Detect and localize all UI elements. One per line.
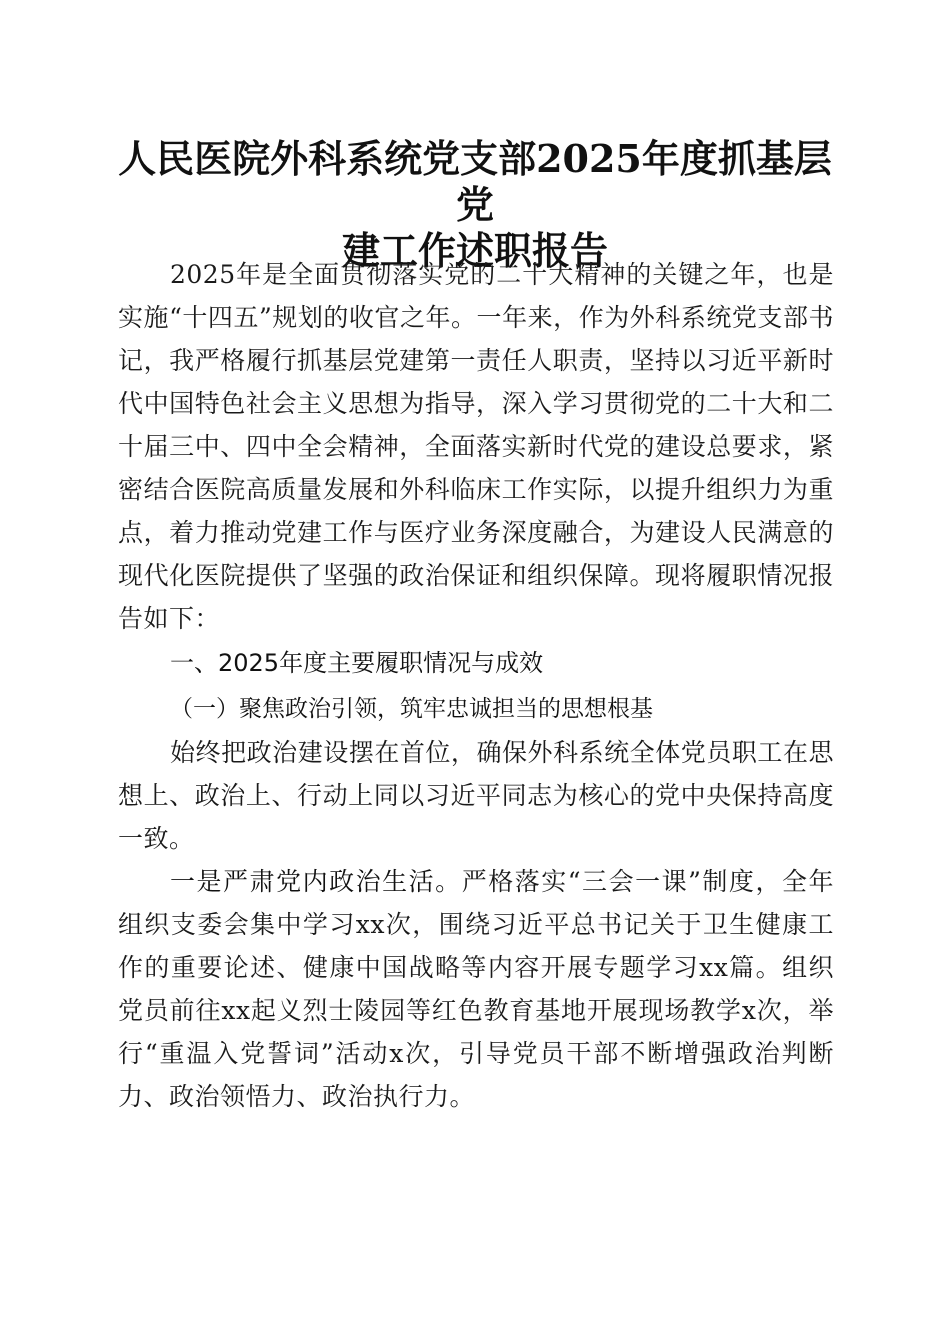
subsection-heading-1: （一）聚焦政治引领，筑牢忠诚担当的思想根基 bbox=[170, 696, 653, 722]
title-line-1: 人民医院外科系统党支部2025年度抓基层党 bbox=[118, 136, 832, 227]
intro-paragraph: 2025年是全面贯彻落实党的二十大精神的关键之年，也是实施“十四五”规划的收官之年。一年来，作为外科系统党支部书记，我严格履行抓基层党建第一责任人职责，坚持以习近平新时代中国特色社会主义思想为指导，深入学习贯彻党的二十大和二十届三中、四中全会精神，全面落实新时代党的建设总要求，紧密结合医院高质量发展和外科临床工作实际，以提升组织力为重点，着力推动党建工作与医疗业务深度融合，为建设人民满意的现代化医院提供了坚强的政治保证和组织保障。现将履职情况报告如下： bbox=[118, 260, 834, 633]
point-1-paragraph bbox=[118, 860, 834, 1118]
section-heading-1: 一、2025年度主要履职情况与成效 bbox=[170, 649, 544, 677]
subsection-intro-paragraph: 始终把政治建设摆在首位，确保外科系统全体党员职工在思想上、政治上、行动上同以习近平同志为核心的党中央保持高度一致。 bbox=[118, 738, 834, 853]
document-body bbox=[118, 253, 834, 1118]
point-1-body: 严格落实“三会一课”制度，全年组织支委会集中学习xx次，围绕习近平总书记关于卫生健康工作的重要论述、健康中国战略等内容开展专题学习xx篇。组织党员前往xx起义烈士陵园等红色教育基地开展现场教学x次，举行“重温入党誓词”活动x次，引导党员干部不断增强政治判断力、政治领悟力、政治执行力。 bbox=[118, 867, 834, 1111]
title-line-2: 建工作述职报告 bbox=[341, 228, 608, 273]
point-1-lead: 一是严肃党内政治生活。 bbox=[170, 867, 462, 896]
